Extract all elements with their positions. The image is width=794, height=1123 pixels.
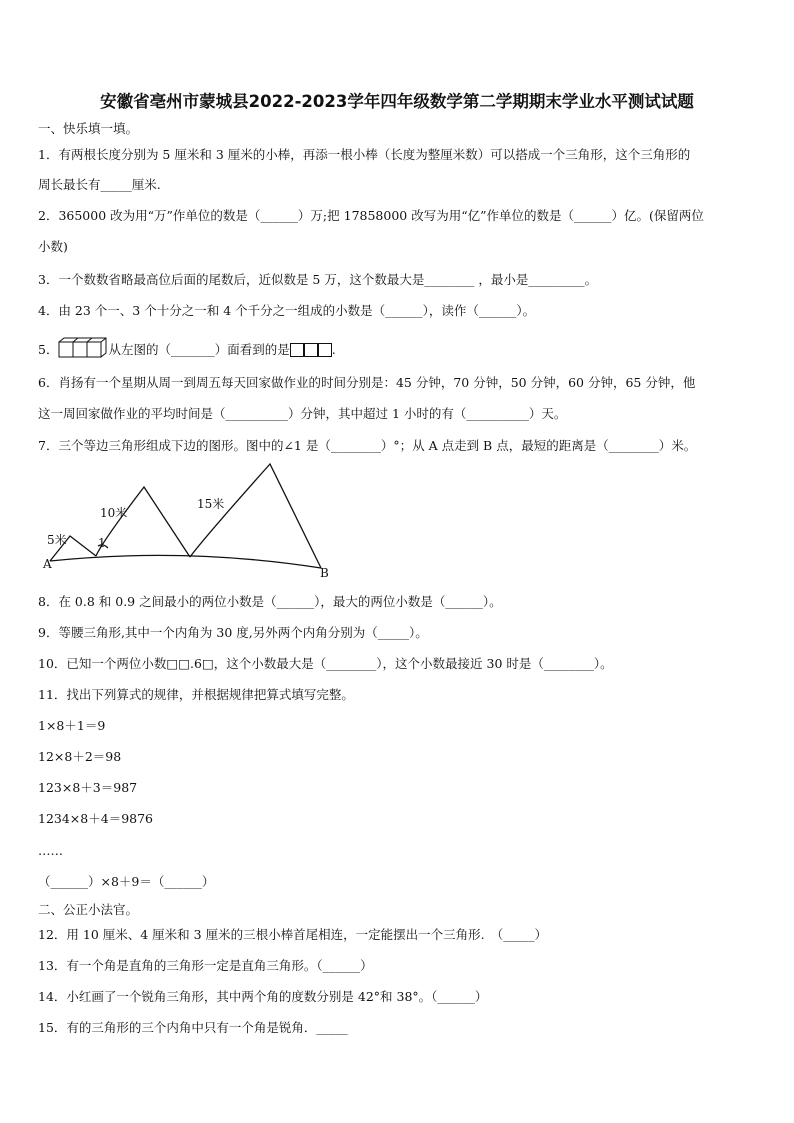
question-5-text: 从左图的（_______）面看到的是 xyxy=(108,342,290,357)
question-8: 8．在 0.8 和 0.9 之间最小的两位小数是（______），最大的两位小数是（______）。 xyxy=(38,594,502,609)
question-7: 7．三个等边三角形组成下边的图形。图中的∠1 是（________）°；从 A 点走到 B 点，最短的距离是（________）米。 xyxy=(38,438,697,453)
equation-1: 1×8＋1＝9 xyxy=(38,718,106,733)
question-14: 14．小红画了一个锐角三角形，其中两个角的度数分别是 42°和 38°。（______） xyxy=(38,989,488,1004)
question-9: 9．等腰三角形,其中一个内角为 30 度,另外两个内角分别为（_____）。 xyxy=(38,625,428,640)
base-curve xyxy=(50,555,321,568)
question-1-line-2: 周长最长有_____厘米. xyxy=(38,177,161,192)
equation-2: 12×8＋2＝98 xyxy=(38,749,122,764)
equation-4: 1234×8＋4＝9876 xyxy=(38,811,154,826)
question-6-line-1: 6．肖扬有一个星期从周一到周五每天回家做作业的时间分别是：45 分钟，70 分钟，50 分钟，60 分钟，65 分钟，他 xyxy=(38,375,696,390)
question-11: 11．找出下列算式的规律，并根据规律把算式填写完整。 xyxy=(38,687,354,702)
medium-triangle xyxy=(96,487,190,557)
label-point-a: A xyxy=(43,557,52,571)
three-square-view-icon xyxy=(290,343,332,357)
equation-blank: （______）×8＋9＝（______） xyxy=(38,874,215,889)
triangles-figure xyxy=(36,462,336,580)
ellipsis: …… xyxy=(38,843,63,858)
label-point-b: B xyxy=(320,566,329,580)
label-15m: 15米 xyxy=(197,497,225,511)
section-heading-2: 二、公正小法官。 xyxy=(38,902,139,917)
cube-stack-icon xyxy=(58,337,108,359)
question-2-line-1: 2．365000 改为用“万”作单位的数是（______）万;把 17858000 改写为用“亿”作单位的数是（______）亿。(保留两位 xyxy=(38,208,704,223)
question-1-line-1: 1．有两根长度分别为 5 厘米和 3 厘米的小棒，再添一根小棒（长度为整厘米数）可以搭成一个三角形，这个三角形的 xyxy=(38,147,691,162)
page-title: 安徽省亳州市蒙城县2022-2023学年四年级数学第二学期期末学业水平测试试题 xyxy=(100,92,694,111)
label-angle-1: 1 xyxy=(98,536,106,550)
question-15: 15．有的三角形的三个内角中只有一个角是锐角．_____ xyxy=(38,1020,348,1035)
question-3: 3．一个数数省略最高位后面的尾数后，近似数是 5 万，这个数最大是________ ，最小是_________。 xyxy=(38,272,598,287)
label-5m: 5米 xyxy=(47,533,67,547)
question-6-line-2: 这一周回家做作业的平均时间是（__________）分钟，其中超过 1 小时的有（__________）天。 xyxy=(38,406,567,421)
question-12: 12．用 10 厘米、4 厘米和 3 厘米的三根小棒首尾相连，一定能摆出一个三角形. （_____） xyxy=(38,927,548,942)
label-10m: 10米 xyxy=(100,506,128,520)
question-13: 13．有一个角是直角的三角形一定是直角三角形。（______） xyxy=(38,958,373,973)
section-heading-1: 一、快乐填一填。 xyxy=(38,121,139,136)
question-10: 10．已知一个两位小数□□.6□，这个小数最大是（________），这个小数最接近 30 时是（________）。 xyxy=(38,656,613,671)
question-5 xyxy=(38,337,760,359)
question-5-number: 5． xyxy=(38,342,59,357)
large-triangle xyxy=(190,464,321,568)
equation-3: 123×8＋3＝987 xyxy=(38,780,138,795)
question-2-line-2: 小数) xyxy=(38,239,68,254)
question-4: 4．由 23 个一、3 个十分之一和 4 个千分之一组成的小数是（______），读作（______）。 xyxy=(38,303,536,318)
question-5-suffix: . xyxy=(331,342,336,357)
